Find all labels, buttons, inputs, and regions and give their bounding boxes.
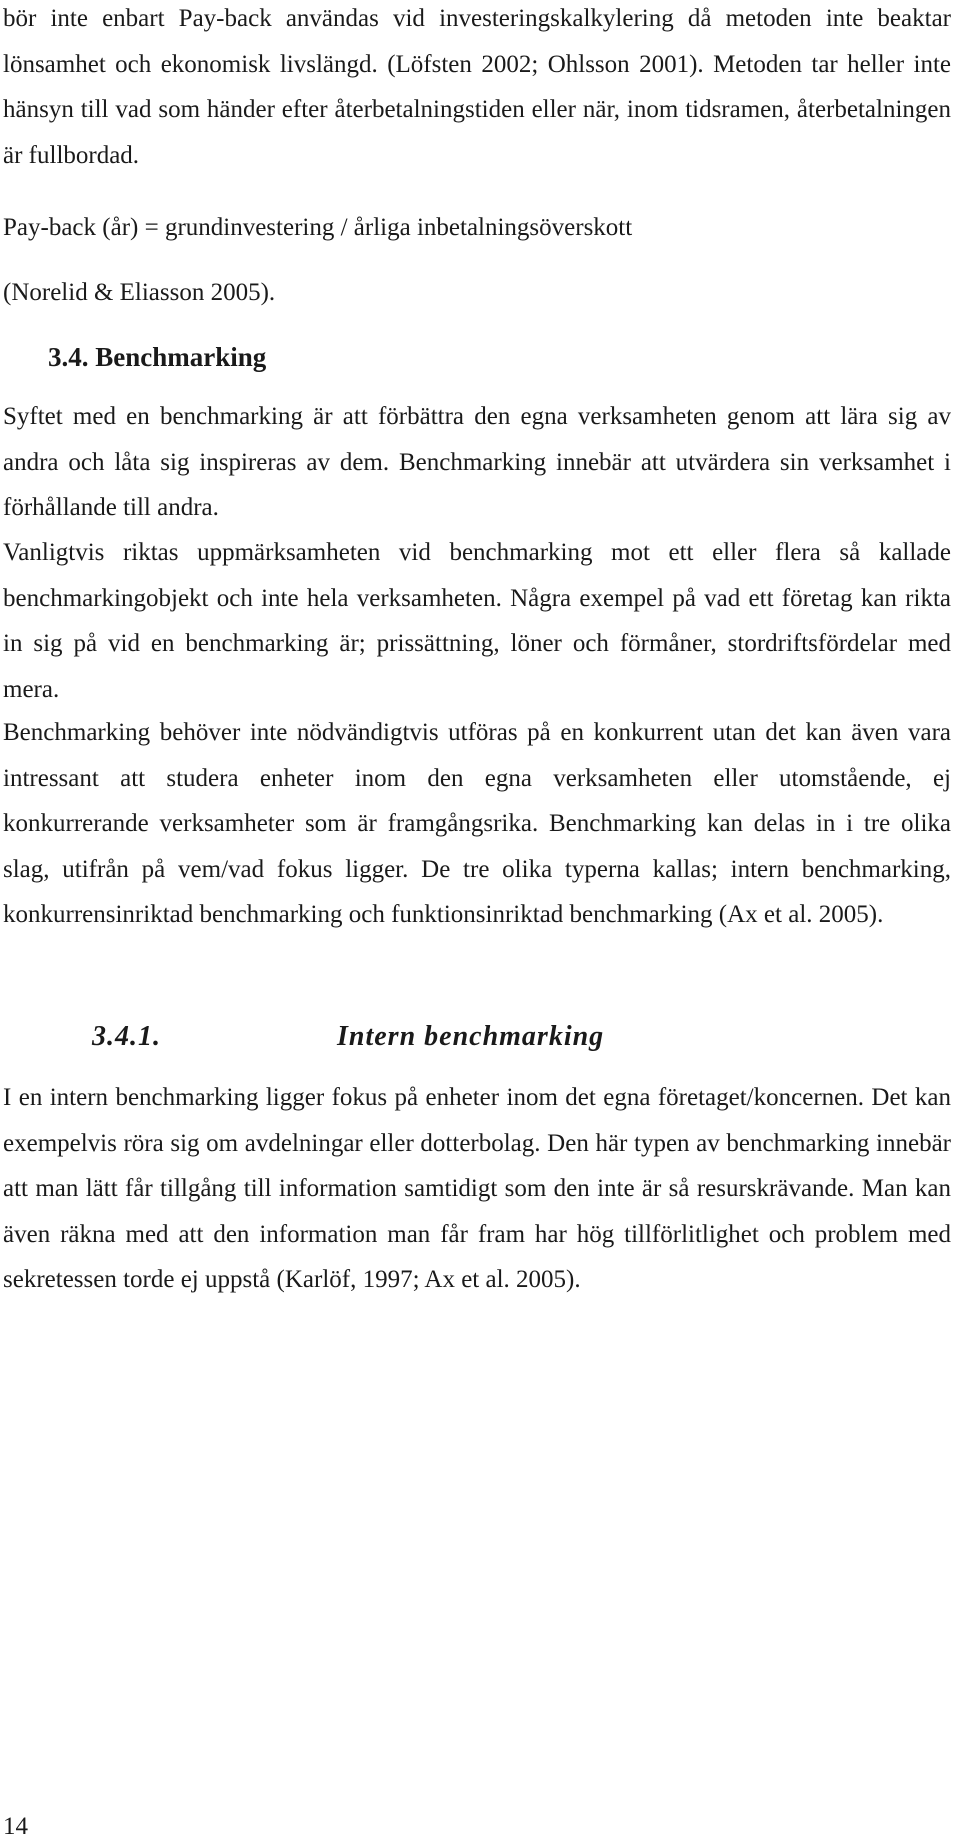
paragraph-payback-critique: bör inte enbart Pay-back användas vid investeringskalkylering då metoden inte beaktar lönsamhet och ekonomisk livslängd. (Löfsten 2002; Ohlsson 2001). Metoden tar heller inte hänsyn till vad som händer efter återbetalningstiden eller när, inom tidsramen, återbetalningen är fullbordad. <box>3 5 951 169</box>
section-number: 3.4. <box>48 342 89 372</box>
paragraph-intern-benchmarking: I en intern benchmarking ligger fokus på enheter inom det egna företaget/koncernen. Det kan exempelvis röra sig om avdelningar eller dotterbolag. Den här typen av benchmarking innebär att man lätt får tillgång till information samtidigt som den inte är så resurskrävande. Man kan även räkna med att den information man får fram har hög tillförlitlighet och problem med sekretessen torde ej uppstå (Karlöf, 1997; Ax et al. 2005). <box>3 1084 951 1293</box>
formula-citation: (Norelid & Eliasson 2005). <box>3 279 276 306</box>
section-heading <box>48 337 266 377</box>
payback-formula: Pay-back (år) = grundinvestering / årliga inbetalningsöverskott <box>3 214 633 241</box>
section-title: Benchmarking <box>95 342 267 372</box>
subsection-title: Intern benchmarking <box>337 1021 605 1052</box>
paragraph-benchmarking-purpose: Syftet med en benchmarking är att förbättra den egna verksamheten genom att lära sig av andra och låta sig inspireras av dem. Benchmarking innebär att utvärdera sin verksamhet i förhållande till andra. <box>3 403 951 521</box>
subsection-heading <box>92 1017 604 1057</box>
paragraph-benchmarking-objects: Vanligtvis riktas uppmärksamheten vid benchmarking mot ett eller flera så kallade benchmarkingobjekt och inte hela verksamheten. Några exempel på vad ett företag kan rikta in sig på vid en benchmarking är; prissättning, löner och förmåner, stordriftsfördelar med mera. <box>3 539 951 703</box>
page-number: 14 <box>3 1813 28 1840</box>
subsection-number: 3.4.1. <box>92 1021 161 1052</box>
paragraph-benchmarking-types: Benchmarking behöver inte nödvändigtvis utföras på en konkurrent utan det kan även vara intressant att studera enheter inom den egna verksamheten eller utomstående, ej konkurrerande verksamheter som är framgångsrika. Benchmarking kan delas in i tre olika slag, utifrån på vem/vad fokus ligger. De tre olika typerna kallas; intern benchmarking, konkurrensinriktad benchmarking och funktionsinriktad benchmarking (Ax et al. 2005). <box>3 719 951 928</box>
